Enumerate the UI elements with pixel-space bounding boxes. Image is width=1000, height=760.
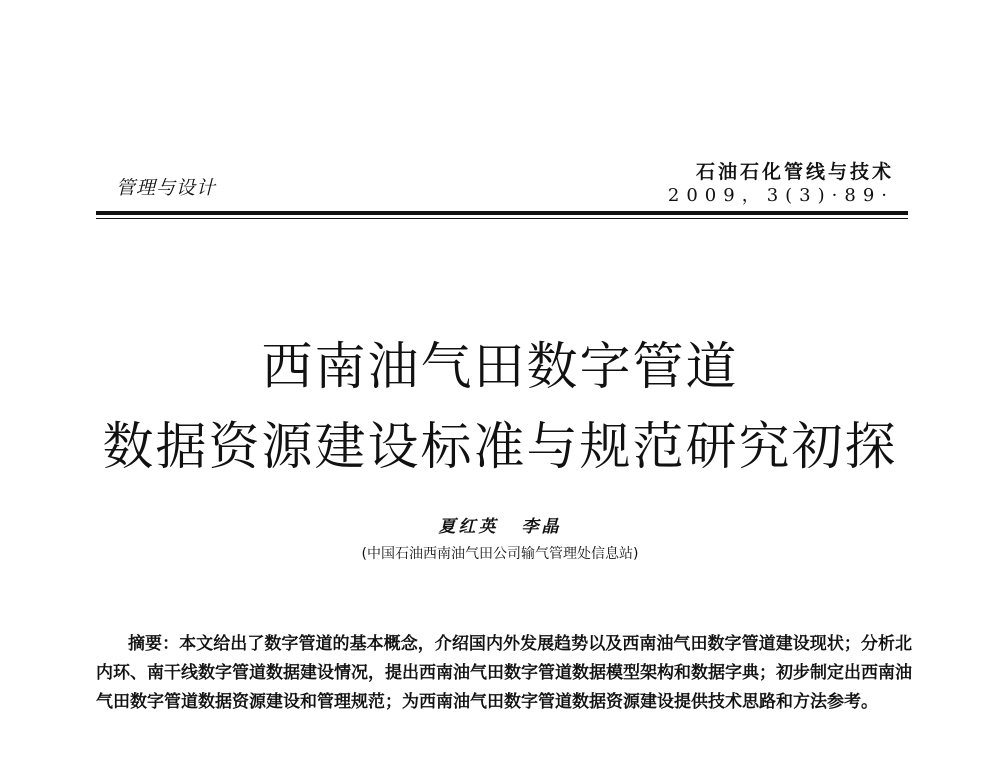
journal-header (668, 160, 894, 208)
journal-issue: 2009，3(3)·89· (667, 185, 894, 206)
header-rule-thin (96, 218, 908, 219)
header-rule-thick (96, 211, 908, 215)
paper-title-line2: 数据资源建设标准与规范研究初探 (102, 418, 898, 477)
section-label: 管理与设计 (116, 177, 217, 199)
abstract (96, 630, 912, 717)
journal-name: 石油石化管线与技术 (695, 161, 894, 183)
paper-title-line1: 西南油气田数字管道 (261, 338, 739, 397)
affiliation: (中国石油西南油气田公司输气管理处信息站) (361, 546, 639, 562)
abstract-label: 摘要： (128, 634, 180, 654)
authors: 夏红英 李晶 (438, 517, 562, 537)
abstract-text: 本文给出了数字管道的基本概念，介绍国内外发展趋势以及西南油气田数字管道建设现状；分析北内环、南干线数字管道数据建设情况，提出西南油气田数字管道数据模型架构和数据字典；初步制定出西南油气田数字管道数据资源建设和管理规范；为西南油气田数字管道数据资源建设提供技术思路和方法参考。 (96, 634, 913, 712)
